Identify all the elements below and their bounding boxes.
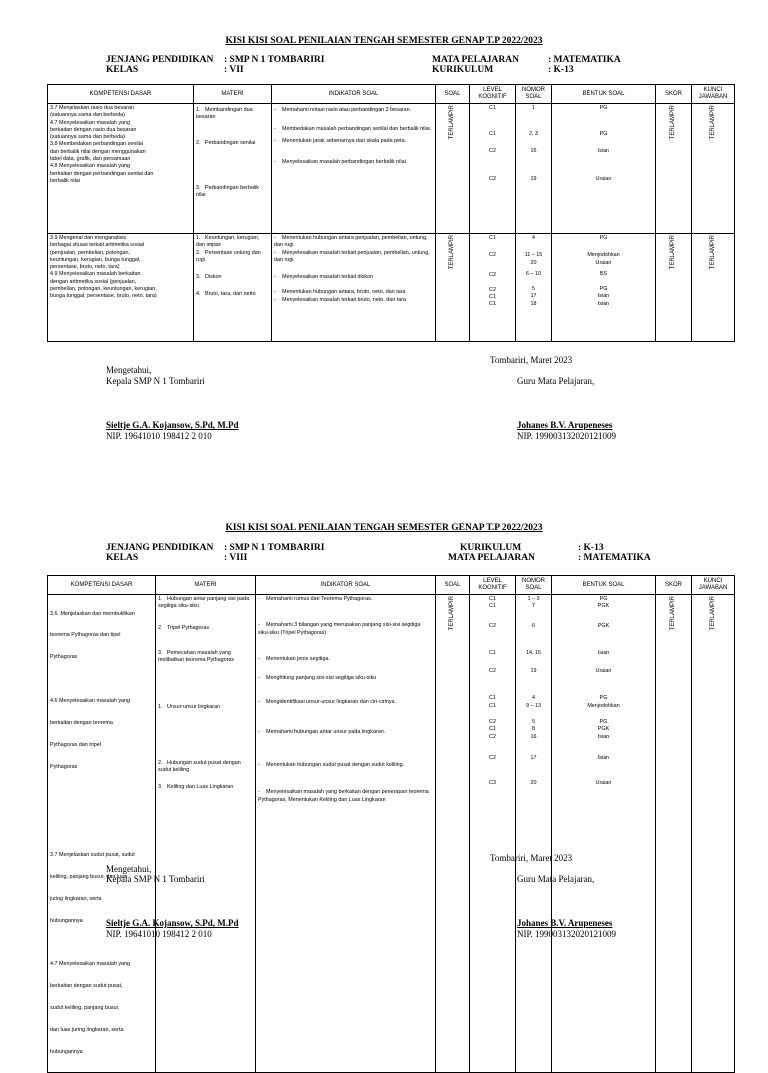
- level-value: C1: [489, 105, 496, 111]
- nomor-value: 8: [532, 726, 535, 733]
- kd-line: Pythagoras dan tripel: [50, 741, 101, 748]
- terlampir-label: TERLAMPIR: [709, 105, 716, 140]
- level-value: C3: [489, 780, 496, 787]
- terlampir-label: TERLAMPIR: [709, 596, 716, 631]
- doc-title-2: KISI KISI SOAL PENILAIAN TENGAH SEMESTER GENAP T.P 2022/2023: [225, 523, 543, 533]
- header-cell: KOMPETENSI DASAR: [48, 85, 194, 104]
- header-cell: BENTUK SOAL: [552, 85, 656, 104]
- kunci-cell: [692, 104, 735, 234]
- kunci-cell: [692, 595, 735, 1073]
- header-cell: KUNCI JAWABAN: [692, 85, 735, 104]
- kd-line: juring lingkaran, serta: [50, 895, 102, 902]
- kd-line: [50, 940, 153, 947]
- header-cell: MATERI: [194, 85, 272, 104]
- indikator-item: - Menyelesaikan masalah perbandingan berbalik nilai.: [274, 158, 408, 165]
- guru-label: Guru Mata Pelajaran,: [517, 376, 595, 386]
- kd-line: 4.9 Menyelesaikan masalah berkaitan: [50, 271, 141, 278]
- indikator-item: - Membedakan masalah perbandingan senilai dan berbalik nilai.: [274, 126, 432, 133]
- level-cell: [470, 104, 516, 234]
- level-value: C1: [489, 702, 496, 709]
- table-row: [48, 234, 735, 342]
- bentuk-value: Uraian: [595, 259, 612, 266]
- kd-line: [50, 829, 153, 838]
- terlampir-label: TERLAMPIR: [670, 105, 677, 140]
- nomor-cell: [516, 234, 552, 342]
- indikator-item: - Menyelesaikan masalah terkait bruto, neto, dan tara: [274, 296, 407, 303]
- kd-line: 4.7 Menyelesaikan masalah yang: [50, 961, 131, 968]
- level-value: C1: [489, 649, 496, 656]
- kd-line: persentase, bruto, neto, tara): [50, 264, 120, 271]
- bentuk-value: BS: [599, 270, 608, 277]
- guru-name: Johanes B.V. Arupeneses: [517, 918, 613, 928]
- terlampir-label: TERLAMPIR: [449, 105, 456, 140]
- kurikulum-value: : K-13: [548, 65, 574, 75]
- guru-name: Johanes B.V. Arupeneses: [517, 420, 613, 430]
- header-cell: NOMOR SOAL: [516, 85, 552, 104]
- header-cell: SOAL: [436, 85, 470, 104]
- level-value: C2: [489, 719, 496, 726]
- nomor-value: 5: [532, 719, 535, 726]
- indikator-item: - Menentukan jarak sebenarnya dari skala pada peta.: [274, 137, 407, 144]
- nomor-cell: [516, 104, 552, 234]
- bentuk-value: Isian: [597, 300, 610, 307]
- mapel-label: MATA PELAJARAN: [448, 553, 535, 563]
- kd-cell: [48, 234, 194, 342]
- kepala-label: Kepala SMP N 1 Tombariri: [106, 874, 205, 884]
- kd-line: 3.9 Mengenal dan menganalisis: [50, 235, 127, 241]
- nomor-value: 6: [532, 622, 535, 629]
- kd-line: 4.6 Menyelesaikan masalah yang: [50, 697, 131, 704]
- kd-line: [50, 807, 153, 814]
- mapel-value: : MATEMATIKA: [548, 55, 621, 65]
- nomor-value: 16: [530, 733, 537, 740]
- materi-item: 3. Perbandingan berbalik nilai: [196, 184, 259, 199]
- indikator-item: - Memahami hubungan antar unsur pada lingkaran.: [258, 728, 386, 735]
- guru-label: Guru Mata Pelajaran,: [517, 874, 595, 884]
- materi-item: 1. Hubungan antar panjang sisi pada segitiga siku-siku: [158, 596, 250, 610]
- table-header-row: [48, 85, 735, 104]
- nomor-value: 20: [530, 259, 537, 266]
- kelas-value: : VII: [224, 65, 244, 75]
- materi-item: 3. Diskon: [196, 274, 222, 281]
- kd-line: sudut keliling, panjang busur,: [50, 1005, 120, 1012]
- header-cell: MATERI: [156, 576, 256, 595]
- header-cell: BENTUK SOAL: [552, 576, 656, 595]
- indikator-item: - Mengidentifikasi unsur-unsur lingkaran dan ciri-cirinya.: [258, 699, 397, 706]
- bentuk-value: PG: [599, 695, 608, 702]
- bentuk-cell: [552, 595, 656, 1073]
- header-cell: SKOR: [656, 576, 692, 595]
- kd-line: berbagai situasi terkait aritmetika sosial: [50, 242, 145, 249]
- kepsek-nip: NIP. 19641010 198412 2 010: [106, 929, 212, 939]
- kepsek-name: Sieltje G.A. Kojansow, S.Pd, M.Pd: [106, 420, 239, 430]
- table-header-row: [48, 576, 735, 595]
- kd-line: berkaitan dengan rasio dua besaran: [50, 126, 137, 133]
- nomor-value: 6 – 10: [526, 270, 541, 277]
- kd-line: Pythagoras: [50, 654, 78, 661]
- kisi-table-2: [47, 575, 735, 1073]
- nomor-value: 4: [532, 695, 535, 702]
- bentuk-value: Isian: [597, 754, 610, 761]
- level-cell: [470, 234, 516, 342]
- soal-cell: [436, 595, 470, 1073]
- bentuk-cell: [552, 104, 656, 234]
- kd-line: [50, 676, 153, 683]
- bentuk-value: Menjodohkan: [587, 252, 620, 259]
- skor-cell: [656, 104, 692, 234]
- indikator-item: - Memahami notasi rasio atau perbandingan 2 besaran.: [274, 107, 412, 113]
- kd-line: bunga tunggal, persentase, bruto, neto, tara): [50, 293, 157, 300]
- terlampir-label: TERLAMPIR: [449, 235, 456, 270]
- level-value: C1: [489, 726, 496, 733]
- place-date: Tombariri, Maret 2023: [490, 853, 573, 863]
- bentuk-value: PG: [599, 596, 608, 602]
- bentuk-value: PGK: [597, 622, 610, 629]
- level-cell: [470, 595, 516, 1073]
- kd-line: [50, 785, 153, 792]
- indikator-item: - Menentukan hubungan antara penjualan, pembelian, untung, dan rugi: [274, 235, 428, 249]
- nomor-value: 9 – 13: [526, 702, 541, 709]
- materi-item: 2. Hubungan sudut pusat dengan sudut keliling: [158, 759, 241, 774]
- indikator-item: - Menghitung panjang sisi-sisi segitiga siku-siku: [258, 675, 377, 682]
- kd-line: berbalik nilai: [50, 177, 80, 184]
- terlampir-label: TERLAMPIR: [670, 235, 677, 270]
- level-value: C1: [489, 131, 496, 138]
- bentuk-value: Menjodohkan: [587, 702, 620, 709]
- header-cell: SOAL: [436, 576, 470, 595]
- header-cell: LEVEL KOGNITIF: [470, 576, 516, 595]
- header-cell: KOMPETENSI DASAR: [48, 576, 156, 595]
- indikator-item: - Memahami rumus dari Teorema Pythagoras.: [258, 596, 373, 602]
- kepsek-name: Sieltje G.A. Kojansow, S.Pd, M.Pd: [106, 918, 239, 928]
- kunci-cell: [692, 234, 735, 342]
- level-value: C1: [489, 596, 496, 602]
- kd-line: berkaitan dengan sudut pusat,: [50, 983, 123, 990]
- jenjang-value: : SMP N 1 TOMBARIRI: [224, 55, 325, 65]
- bentuk-value: Isian: [597, 147, 610, 154]
- nomor-value: 16: [530, 147, 537, 154]
- kd-line: hubungannya: [50, 917, 83, 924]
- kd-line: keliling, panjang busur, dan luas: [50, 874, 127, 881]
- nomor-cell: [516, 595, 552, 1073]
- materi-item: 3. Keliling dan Luas Lingkaran: [158, 784, 234, 791]
- nomor-value: 19: [530, 668, 537, 675]
- indikator-cell: [256, 595, 436, 1073]
- nomor-value: 5: [532, 286, 535, 293]
- indikator-item: - Menentukan jenis segitiga.: [258, 655, 330, 662]
- mapel-value: : MATEMATIKA: [578, 553, 651, 563]
- terlampir-label: TERLAMPIR: [670, 596, 677, 631]
- header-cell: KUNCI JAWABAN: [692, 576, 735, 595]
- kd-line: berkaitan dengan teorema: [50, 719, 113, 726]
- materi-item: 1. Membandingan dua besaran: [196, 107, 253, 121]
- materi-item: 2. Persentase untung dan rugi: [196, 249, 261, 263]
- header-cell: INDIKATOR SOAL: [272, 85, 436, 104]
- nomor-value: 17: [530, 293, 537, 300]
- kd-line: tabel data, grafik, dan persamaan: [50, 156, 131, 163]
- kd-line: pembelian, potongan, keuntungan, kerugian,: [50, 286, 157, 293]
- kd-line: (satuannya sama dan berbeda): [50, 112, 125, 119]
- soal-cell: [436, 234, 470, 342]
- kd-line: 3.8 Membedakan perbandingan senilai: [50, 141, 143, 148]
- kurikulum-value: : K-13: [578, 543, 604, 553]
- table-row: [48, 595, 735, 1073]
- nomor-value: 14, 15: [526, 649, 541, 656]
- materi-item: 1. Keuntungan, kerugian, dan impas: [196, 235, 260, 249]
- indikator-item: - Menyelesaikan masalah terkait diskon: [274, 274, 374, 281]
- header-cell: LEVEL KOGNITIF: [470, 85, 516, 104]
- level-value: C1: [489, 301, 496, 308]
- nomor-value: 1: [532, 105, 535, 111]
- indikator-item: - Menyelesaikan masalah yang berkaitan dengan penerapan teorema Pythagoras, Menentukan Keliling dan Luas Lingkaran: [258, 789, 429, 803]
- kd-line: teorema Pythagoras dan tipel: [50, 632, 121, 639]
- nomor-value: 19: [530, 175, 537, 182]
- indikator-item: - Menyelesaikan masalah terkait penjualan, pembelian, untung, dan rugi: [274, 249, 430, 263]
- bentuk-value: PGK: [597, 603, 610, 610]
- kd-line: 4.7 Menyelesaikan masalah yang: [50, 119, 131, 126]
- kd-line: dan luas juring lingkaran, serta: [50, 1027, 124, 1034]
- nomor-value: 18: [530, 300, 537, 307]
- guru-nip: NIP. 199003132020121009: [517, 431, 617, 441]
- kd-line: dengan aritmetika sosial (penjualan,: [50, 278, 137, 285]
- kd-line: berkaitan dengan perbandingan senilai dan: [50, 170, 154, 177]
- kd-line: 3.7 Menjelaskan rasio dua besaran: [50, 105, 134, 111]
- nomor-value: 17: [530, 754, 537, 761]
- bentuk-value: PGK: [597, 726, 610, 733]
- materi-item: 1. Unsur-unsur lingkaran: [158, 704, 221, 711]
- bentuk-value: PG: [599, 105, 608, 111]
- kd-cell: [48, 595, 156, 1073]
- header-cell: NOMOR SOAL: [516, 576, 552, 595]
- kd-line: (satuannya sama dan berbeda): [50, 134, 125, 141]
- kurikulum-label: KURIKULUM: [432, 65, 494, 75]
- kepsek-nip: NIP. 19641010 198412 2 010: [106, 431, 212, 441]
- nomor-value: 11 – 15: [524, 252, 543, 259]
- indikator-item: - Menentukan hubungan antara, bruto, neto, dan tara: [274, 289, 406, 296]
- materi-item: 3. Pemecahan masalah yang melibatkan teorema Pythagoras: [158, 649, 235, 664]
- bentuk-value: Uraian: [595, 668, 612, 675]
- bentuk-value: Isian: [597, 733, 610, 740]
- header-cell: INDIKATOR SOAL: [256, 576, 436, 595]
- bentuk-value: Uraian: [595, 780, 612, 787]
- mengetahui-label: Mengetahui,: [106, 365, 152, 375]
- mapel-label: MATA PELAJARAN: [432, 55, 519, 65]
- jenjang-value: : SMP N 1 TOMBARIRI: [224, 543, 325, 553]
- bentuk-value: PG: [599, 235, 608, 241]
- bentuk-value: Isian: [597, 293, 610, 300]
- kepala-label: Kepala SMP N 1 Tombariri: [106, 376, 205, 386]
- nomor-value: 7: [532, 603, 535, 610]
- kelas-value: : VIII: [224, 553, 248, 563]
- bentuk-value: PG: [599, 286, 608, 293]
- skor-cell: [656, 595, 692, 1073]
- kurikulum-label: KURIKULUM: [460, 543, 522, 553]
- level-value: C2: [489, 147, 496, 154]
- nomor-value: 2, 3: [529, 131, 538, 138]
- nomor-value: 20: [530, 780, 537, 787]
- kd-line: keuntungan, kerugian, bunga tunggal,: [50, 256, 141, 263]
- level-value: C2: [489, 668, 496, 675]
- kd-line: 4.8 Menyelesaikan masalah yang: [50, 163, 131, 170]
- level-value: C2: [489, 286, 496, 293]
- indikator-cell: [272, 234, 436, 342]
- terlampir-label: TERLAMPIR: [449, 596, 456, 631]
- skor-cell: [656, 234, 692, 342]
- level-value: C1: [489, 603, 496, 610]
- level-value: C2: [489, 733, 496, 740]
- kd-line: (penjualan, pembelian, potongan,: [50, 249, 131, 256]
- materi-cell: [194, 104, 272, 234]
- bentuk-value: PG: [599, 131, 608, 138]
- bentuk-value: Isian: [597, 649, 610, 656]
- materi-cell: [156, 595, 256, 1073]
- bentuk-cell: [552, 234, 656, 342]
- kelas-label: KELAS: [106, 553, 139, 563]
- nomor-value: 4: [532, 235, 535, 241]
- level-value: C2: [489, 175, 496, 182]
- bentuk-value: PG: [599, 719, 608, 726]
- bentuk-value: Uraian: [595, 175, 612, 182]
- materi-item: 4. Bruto, tara, dan netto: [196, 291, 256, 298]
- level-value: C2: [489, 754, 496, 761]
- level-value: C2: [489, 252, 496, 259]
- level-value: C1: [489, 235, 496, 241]
- terlampir-label: TERLAMPIR: [709, 235, 716, 270]
- guru-nip: NIP. 199003132020121009: [517, 929, 617, 939]
- indikator-cell: [272, 104, 436, 234]
- indikator-item: - Memahami 3 bilangan yang merupakan panjang sisi-sisi segitiga siku-siku (Tripel Pythagoras): [258, 622, 421, 636]
- kd-cell: [48, 104, 194, 234]
- kelas-label: KELAS: [106, 65, 139, 75]
- level-value: C1: [489, 294, 496, 301]
- level-value: C2: [489, 622, 496, 629]
- mengetahui-label: Mengetahui,: [106, 864, 152, 874]
- materi-cell: [194, 234, 272, 342]
- kisi-table-1: [47, 84, 735, 342]
- materi-item: 2. Perbandingan senilai: [196, 139, 256, 146]
- kd-line: hubungannya: [50, 1048, 83, 1055]
- jenjang-label: JENJANG PENDIDIKAN: [106, 543, 214, 553]
- header-cell: SKOR: [656, 85, 692, 104]
- materi-item: 2. Tripel Pythagoras: [158, 624, 210, 631]
- kd-line: dan berbalik nilai dengan menggunakan: [50, 148, 146, 155]
- jenjang-label: JENJANG PENDIDIKAN: [106, 55, 214, 65]
- kd-line: 3.6. Menjelaskan dan membuktikan: [50, 610, 135, 617]
- kd-line: 3.7 Menjelaskan sudut pusat, sudut: [50, 852, 135, 859]
- soal-cell: [436, 104, 470, 234]
- level-value: C1: [489, 695, 496, 702]
- nomor-value: 1 – 3: [527, 596, 540, 602]
- table-row: [48, 104, 735, 234]
- place-date: Tombariri, Maret 2023: [490, 355, 573, 365]
- indikator-item: - Menentukan hubungan sudut pusat dengan sudut keliling.: [258, 762, 405, 769]
- kd-line: Pythagoras: [50, 763, 78, 770]
- level-value: C2: [489, 271, 496, 278]
- doc-title-1: KISI KISI SOAL PENILAIAN TENGAH SEMESTER GENAP T.P 2022/2023: [225, 36, 543, 46]
